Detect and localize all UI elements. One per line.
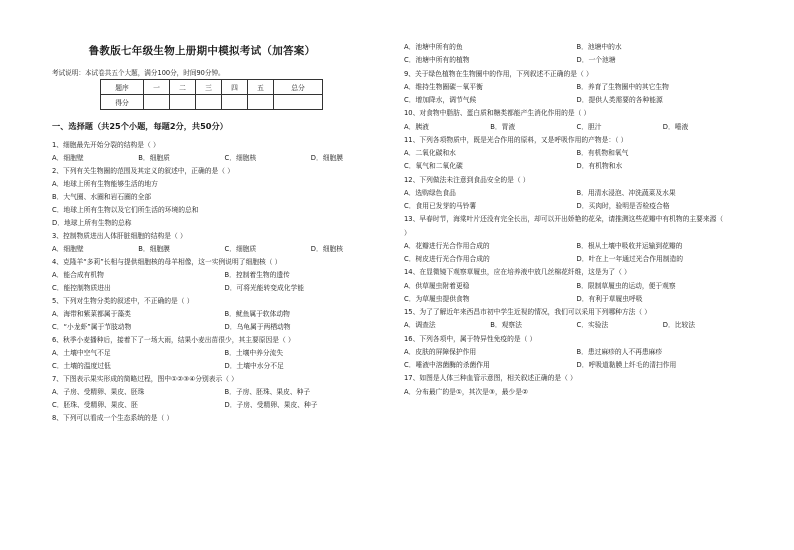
- answer-option[interactable]: D．一个池塘: [576, 56, 616, 65]
- answer-option[interactable]: C．细胞质: [224, 245, 257, 253]
- answer-option[interactable]: C．为草履虫提供食物: [404, 294, 470, 303]
- score-table: [100, 79, 323, 110]
- answer-option[interactable]: D．可将光能转变成化学能: [224, 284, 304, 292]
- answer-option[interactable]: D．叶在上一年通过光合作用制造的: [576, 255, 683, 263]
- answer-option[interactable]: B．患过麻疹的人不再患麻疹: [576, 347, 663, 356]
- answer-option[interactable]: C．胆汁: [576, 122, 602, 131]
- answer-option[interactable]: D．提供人类需要的各种能源: [576, 96, 663, 104]
- score-cell: [248, 95, 274, 110]
- question-text: 5、下列对生物分类的叙述中，不正确的是（ ）: [52, 297, 194, 305]
- answer-option[interactable]: A．海带和紫菜都属于藻类: [52, 310, 131, 318]
- answer-option[interactable]: B．土壤中养分流失: [224, 349, 284, 357]
- answer-option[interactable]: C．实验法: [576, 321, 609, 330]
- question-text: 2、下列有关生物圈的范围及其定义的叙述中，正确的是（ ）: [52, 167, 234, 175]
- section-heading: 一、选择题（共25个小题，每题2分，共50分）: [52, 121, 228, 131]
- answer-option[interactable]: D．地球上所有生物的总称: [52, 219, 132, 227]
- answer-option[interactable]: A．胰液: [404, 122, 429, 131]
- score-header-cell: 三: [196, 80, 222, 95]
- answer-option[interactable]: D．唾液: [662, 122, 689, 131]
- answer-option[interactable]: A．选购绿色食品: [404, 188, 456, 197]
- answer-option[interactable]: D．买肉时，验明是否检疫合格: [576, 202, 670, 210]
- question-text: 4、克隆羊“多莉”长相与提供细胞核的母羊相像，这一实例说明了细胞核（ ）: [52, 258, 282, 266]
- score-cell: [170, 95, 196, 110]
- answer-option[interactable]: C．增加降水，调节气候: [404, 96, 477, 104]
- question-text: ）: [404, 228, 411, 237]
- question-text: 10、对食物中脂肪、蛋白质和糖类都能产生消化作用的是（ ）: [404, 109, 591, 118]
- answer-option[interactable]: C．地球上所有生物以及它们所生活的环境的总和: [52, 206, 199, 214]
- score-header-cell: 一: [144, 80, 170, 95]
- answer-option[interactable]: A．花瓣进行光合作用合成的: [404, 241, 490, 250]
- answer-option[interactable]: D．子房、受精卵、果皮、种子: [224, 401, 318, 409]
- answer-option[interactable]: A．池塘中所有的鱼: [404, 43, 463, 51]
- exam-notice: 考试说明：本试卷共五个大题，满分100分，时间90分钟。: [52, 69, 225, 77]
- answer-option[interactable]: B．细胞膜: [138, 245, 170, 253]
- answer-option[interactable]: D．有机物和水: [576, 162, 623, 171]
- answer-option[interactable]: A．土壤中空气不足: [52, 349, 111, 357]
- answer-option[interactable]: C．食用已发芽的马铃薯: [404, 202, 477, 210]
- answer-option[interactable]: D．土壤中水分不足: [224, 362, 284, 370]
- answer-option[interactable]: B．限制草履虫的运动，便于观察: [576, 281, 676, 290]
- score-header-cell: 四: [222, 80, 248, 95]
- answer-option[interactable]: C．细胞核: [224, 154, 257, 162]
- answer-option[interactable]: C．唾液中溶菌酶的杀菌作用: [404, 361, 490, 369]
- answer-option[interactable]: D．呼吸道黏膜上纤毛的清扫作用: [576, 361, 677, 369]
- answer-option[interactable]: B．控制着生物的遗传: [224, 271, 290, 279]
- question-text: 17、如图是人体三种血管示意图，相关叙述正确的是（ ）: [404, 374, 577, 383]
- question-text: 15、为了了解近年来西昌市初中学生近视的情况，我们可以采用下列哪种方法（ ）: [404, 308, 651, 316]
- answer-option[interactable]: A．皮肤的屏障保护作用: [404, 347, 477, 356]
- question-text: 1、细胞最先开始分裂的结构是（ ）: [52, 141, 160, 149]
- score-cell: [274, 95, 323, 110]
- score-cell: [144, 95, 170, 110]
- score-header-cell: 题序: [101, 80, 144, 95]
- score-row-label: 得分: [101, 95, 144, 110]
- answer-option[interactable]: B．池塘中的水: [576, 43, 622, 51]
- score-cell: [196, 95, 222, 110]
- answer-option[interactable]: A．子房、受精卵、果皮、胚珠: [52, 388, 145, 396]
- answer-option[interactable]: A．地球上所有生物能够生活的地方: [52, 180, 158, 188]
- answer-option[interactable]: B．观察法: [490, 321, 522, 330]
- score-table-header-row: [101, 80, 323, 95]
- answer-option[interactable]: A．调查法: [404, 321, 436, 330]
- question-text: 13、早春时节，海棠叶片还没有完全长出，却可以开出娇艳的花朵，请推测这些花瓣中有机物的主要来源（: [404, 215, 724, 224]
- answer-option[interactable]: B．养育了生物圈中的其它生物: [576, 82, 669, 91]
- answer-option[interactable]: A．二氧化碳和水: [404, 149, 456, 157]
- score-cell: [222, 95, 248, 110]
- answer-option[interactable]: A．供草履虫附着更稳: [404, 281, 470, 290]
- question-text: 8、下列可以看成一个生态系统的是（ ）: [52, 414, 174, 422]
- answer-option[interactable]: A．细胞壁: [52, 154, 84, 162]
- answer-option[interactable]: B．用清水浸泡、冲洗蔬菜及水果: [576, 188, 676, 197]
- answer-option[interactable]: C．“小龙虾”属于节肢动物: [52, 323, 132, 331]
- answer-option[interactable]: A．维持生物圈碳－氧平衡: [404, 82, 483, 91]
- answer-option[interactable]: B．根从土壤中吸收并运输到花瓣的: [576, 241, 683, 250]
- question-text: 11、下列各项物质中，既是光合作用的原料，又是呼吸作用的产物是：（ ）: [404, 135, 628, 144]
- answer-option[interactable]: A．细胞壁: [52, 245, 84, 253]
- answer-option[interactable]: B．胃液: [490, 122, 516, 131]
- score-header-cell: 总分: [274, 80, 323, 95]
- answer-option[interactable]: B．细胞质: [138, 154, 170, 162]
- answer-option[interactable]: D．有利于草履虫呼吸: [576, 294, 643, 303]
- question-text: 9、关于绿色植物在生物圈中的作用，下列叙述不正确的是（ ）: [404, 69, 593, 78]
- answer-option[interactable]: C．树皮进行光合作用合成的: [404, 255, 490, 263]
- question-text: 6、秋季小麦播种后，接着下了一场大雨，结果小麦出苗很少，其主要原因是（ ）: [52, 336, 295, 344]
- question-text: 7、下图表示果实形成的简略过程，图中①②③④分别表示（ ）: [52, 375, 238, 383]
- question-text: 3、控制物质进出人体肝脏细胞的结构是（ ）: [52, 232, 187, 240]
- question-text: 12、下列做法未注意到食品安全的是（ ）: [404, 175, 530, 184]
- question-text: 16、下列各项中，属于特异性免疫的是（ ）: [404, 334, 537, 343]
- answer-option[interactable]: D．乌龟属于两栖动物: [224, 323, 291, 331]
- exam-title: 鲁教版七年级生物上册期中模拟考试（加答案）: [88, 45, 316, 57]
- answer-option[interactable]: D．比较法: [662, 321, 695, 330]
- score-table-score-row: [101, 95, 323, 110]
- answer-option[interactable]: B．大气圈、水圈和岩石圈的全部: [52, 193, 152, 201]
- score-header-cell: 二: [170, 80, 196, 95]
- answer-option[interactable]: D．细胞膜: [310, 154, 343, 162]
- answer-option[interactable]: B．鱿鱼属于软体动物: [224, 310, 290, 318]
- answer-option[interactable]: A．分布最广的是①，其次是③，最少是②: [404, 387, 529, 396]
- answer-option[interactable]: C．能控制物质进出: [52, 284, 111, 292]
- answer-option[interactable]: C．池塘中所有的植物: [404, 56, 470, 65]
- answer-option[interactable]: C．氧气和二氧化碳: [404, 162, 463, 171]
- answer-option[interactable]: A．能合成有机物: [52, 271, 104, 279]
- question-text: 14、在显微镜下观察草履虫，应在培养液中放几丝棉花纤维，这是为了（ ）: [404, 268, 631, 277]
- answer-option[interactable]: B．有机物和氧气: [576, 149, 629, 157]
- answer-option[interactable]: D．细胞核: [310, 245, 343, 253]
- answer-option[interactable]: C．土壤的温度过低: [52, 362, 111, 370]
- answer-option[interactable]: B．子房、胚珠、果皮、种子: [224, 388, 311, 396]
- score-header-cell: 五: [248, 80, 274, 95]
- answer-option[interactable]: C．胚珠、受精卵、果皮、胚: [52, 401, 138, 409]
